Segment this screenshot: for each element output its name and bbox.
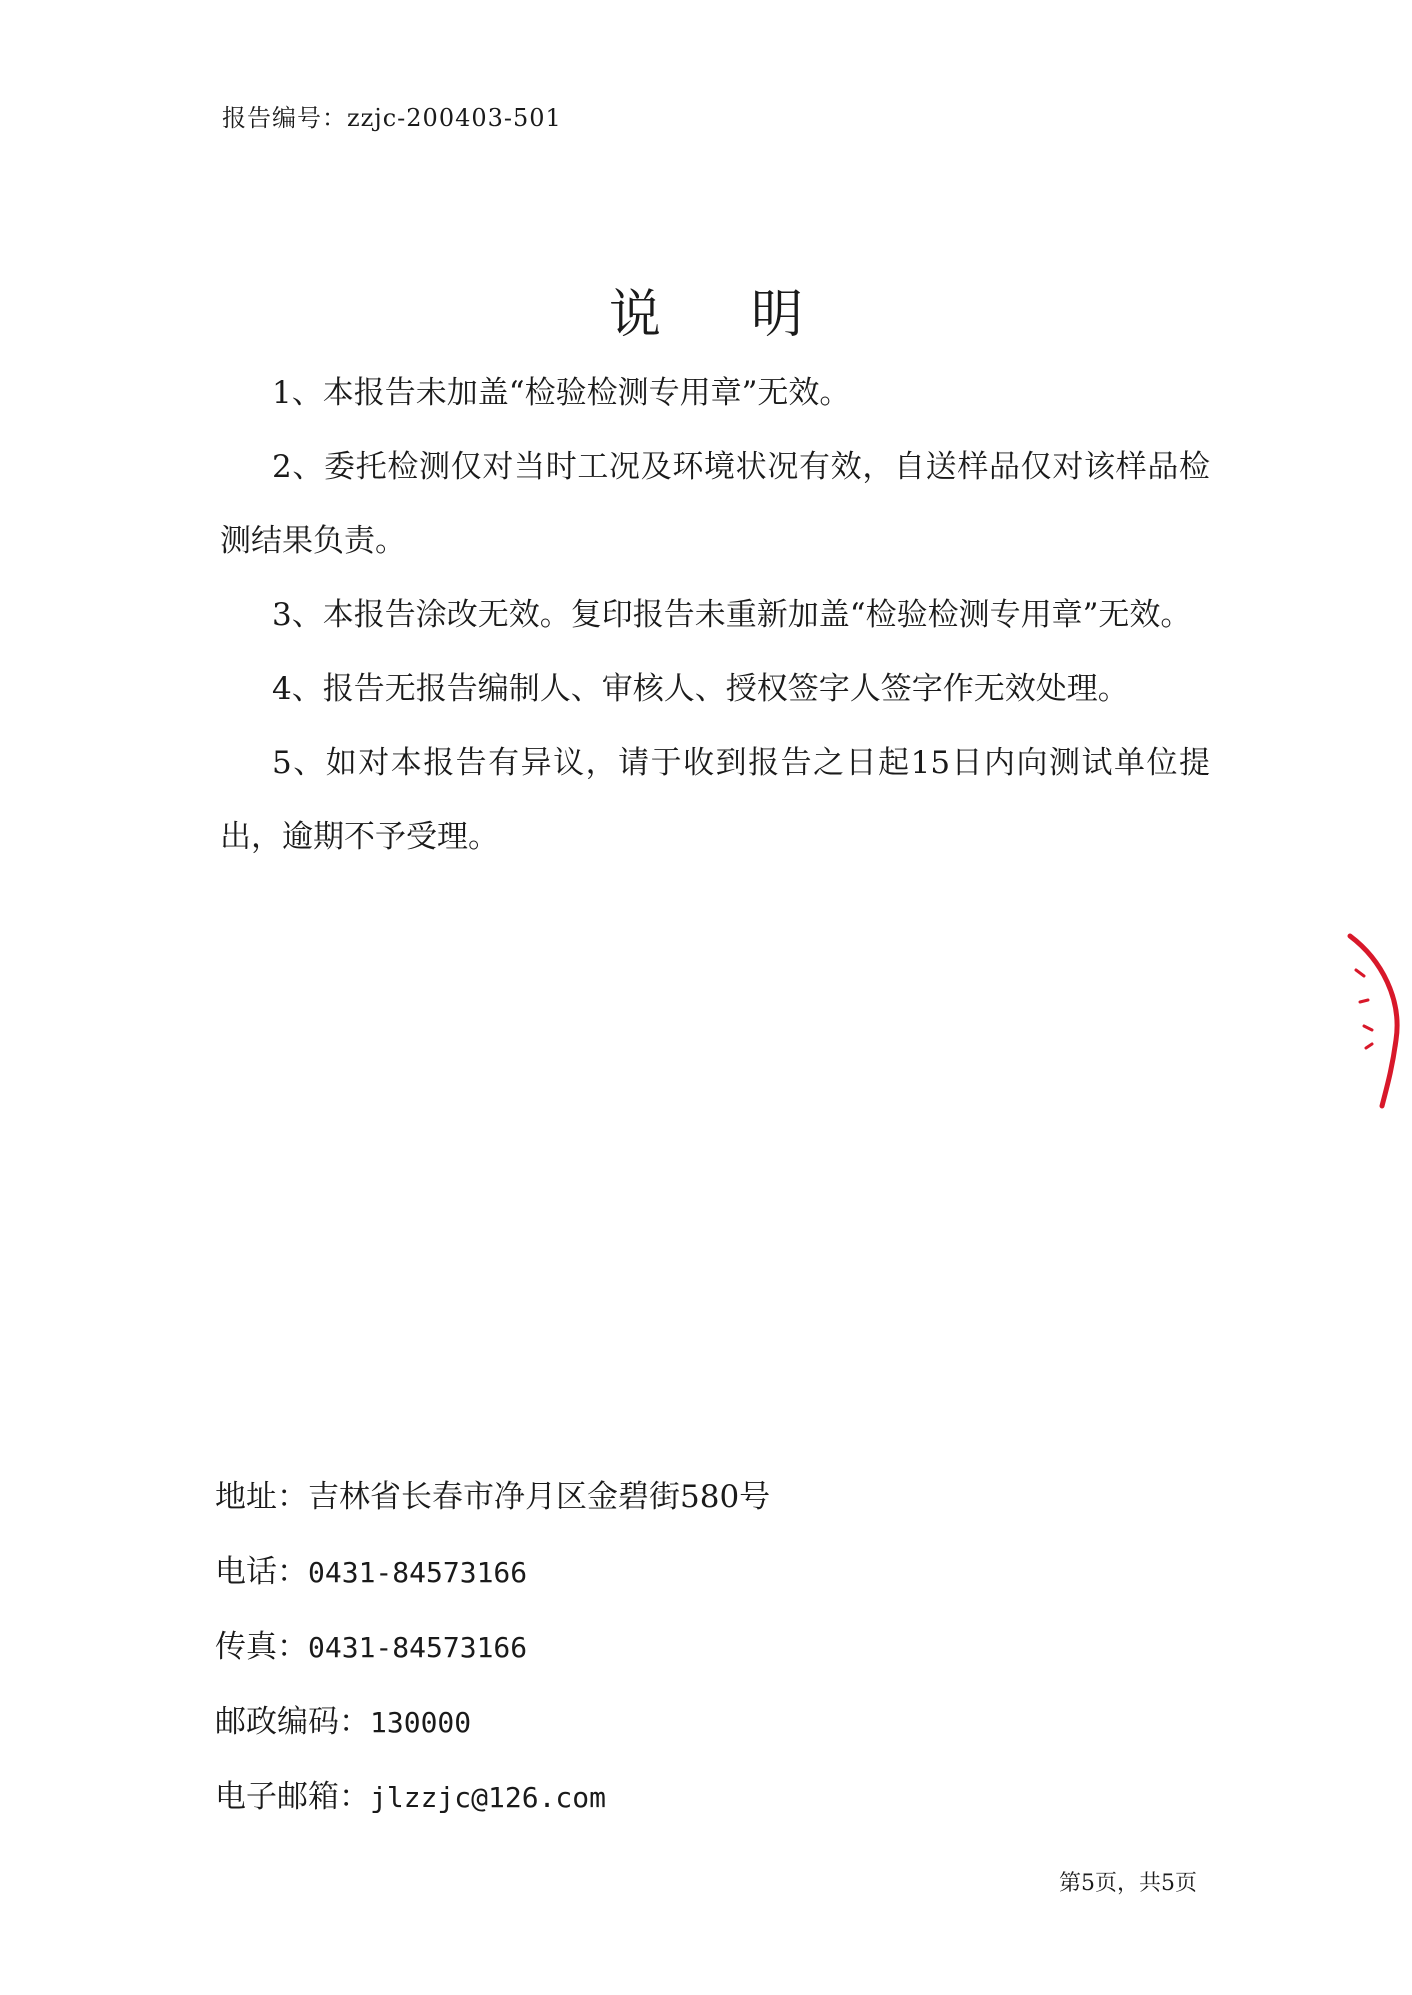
notes-list xyxy=(220,356,1210,874)
address-label: 地址： xyxy=(215,1479,308,1515)
note-item: 1、本报告未加盖“检验检测专用章”无效。 xyxy=(272,375,851,411)
title-char-2: 明 xyxy=(751,285,804,345)
note-item: 2、委托检测仅对当时工况及环境状况有效，自送样品仅对该样品检测结果负责。 xyxy=(220,449,1210,559)
email-label: 电子邮箱： xyxy=(215,1779,370,1815)
address-value: 吉林省长春市净月区金碧街580号 xyxy=(308,1479,771,1515)
fax-line xyxy=(215,1610,770,1685)
postcode-value: 130000 xyxy=(370,1706,472,1739)
note-item: 4、报告无报告编制人、审核人、授权签字人签字作无效处理。 xyxy=(272,671,1129,707)
phone-label: 电话： xyxy=(215,1554,308,1590)
note-item: 5、如对本报告有异议，请于收到报告之日起15日内向测试单位提出，逾期不予受理。 xyxy=(220,745,1210,855)
page-title xyxy=(0,272,1412,347)
phone-value: 0431-84573166 xyxy=(308,1556,528,1589)
postcode-line xyxy=(215,1685,770,1760)
title-char-1: 说 xyxy=(608,285,661,345)
fax-value: 0431-84573166 xyxy=(308,1631,528,1664)
address-line xyxy=(215,1460,770,1535)
fax-label: 传真： xyxy=(215,1629,308,1665)
page-number: 第5页，共5页 xyxy=(1059,1871,1197,1896)
report-number xyxy=(222,98,562,133)
seal-stamp-edge-icon xyxy=(1342,930,1412,1110)
note-item: 3、本报告涂改无效。复印报告未重新加盖“检验检测专用章”无效。 xyxy=(272,597,1192,633)
email-value: jlzzjc@126.com xyxy=(370,1781,607,1814)
email-line xyxy=(215,1760,770,1835)
contact-info xyxy=(215,1460,770,1835)
report-number-label: 报告编号： xyxy=(222,104,347,132)
phone-line xyxy=(215,1535,770,1610)
postcode-label: 邮政编码： xyxy=(215,1704,370,1740)
report-number-value: zzjc-200403-501 xyxy=(347,104,562,132)
